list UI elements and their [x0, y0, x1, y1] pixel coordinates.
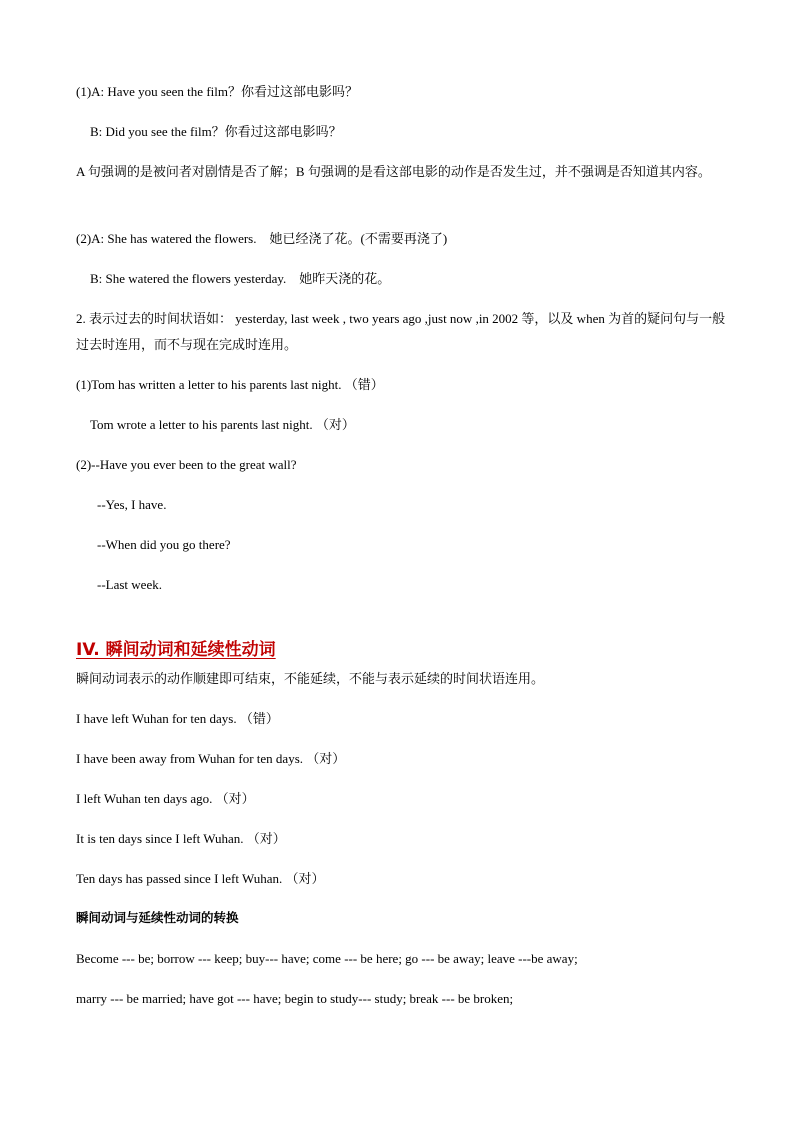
- section-intro: 瞬间动词表示的动作顺建即可结束，不能延续，不能与表示延续的时间状语连用。: [76, 671, 545, 686]
- dialogue-question-2: --When did you go there?: [97, 537, 231, 552]
- dialogue-question: (2)--Have you ever been to the great wall?: [76, 457, 297, 472]
- example-2a: (2)A: She has watered the flowers. 她已经浇了花。(不需要再浇了): [76, 231, 448, 246]
- conversion-list-2: marry --- be married; have got --- have; begin to study--- study; break --- be broken;: [76, 991, 514, 1006]
- conversion-list-1: Become --- be; borrow --- keep; buy--- have; come --- be here; go --- be away; leave ---be away;: [76, 951, 578, 966]
- rule-2-paragraph: 2. 表示过去的时间状语如： yesterday, last week , two years ago ,just now ,in 2002 等，以及 when 为首的疑问句与一般过去时连用，而不与现在完成时连用。: [76, 311, 726, 352]
- dialogue-answer-1: --Yes, I have.: [97, 497, 167, 512]
- example-1a: (1)A: Have you seen the film？你看过这部电影吗？: [76, 84, 358, 99]
- explanation-paragraph: A 句强调的是被问者对剧情是否了解；B 句强调的是看这部电影的动作是否发生过，并不强调是否知道其内容。: [76, 164, 711, 179]
- example-2b: B: She watered the flowers yesterday. 她昨天浇的花。: [90, 271, 391, 286]
- example-correct-since: It is ten days since I left Wuhan. （对）: [76, 831, 286, 846]
- dialogue-answer-2: --Last week.: [97, 577, 162, 592]
- correct-example: Tom wrote a letter to his parents last night. （对）: [90, 417, 355, 432]
- example-correct-passed: Ten days has passed since I left Wuhan. （对）: [76, 871, 325, 886]
- example-correct-ago: I left Wuhan ten days ago. （对）: [76, 791, 255, 806]
- example-1b: B: Did you see the film？你看过这部电影吗？: [90, 124, 342, 139]
- section-heading: IV. 瞬间动词和延续性动词: [76, 640, 276, 660]
- wrong-example: (1)Tom has written a letter to his parents last night. （错）: [76, 377, 384, 392]
- subheading-conversion: 瞬间动词与延续性动词的转换: [76, 910, 239, 925]
- example-wrong-left: I have left Wuhan for ten days. （错）: [76, 711, 279, 726]
- example-correct-away: I have been away from Wuhan for ten days. （对）: [76, 751, 346, 766]
